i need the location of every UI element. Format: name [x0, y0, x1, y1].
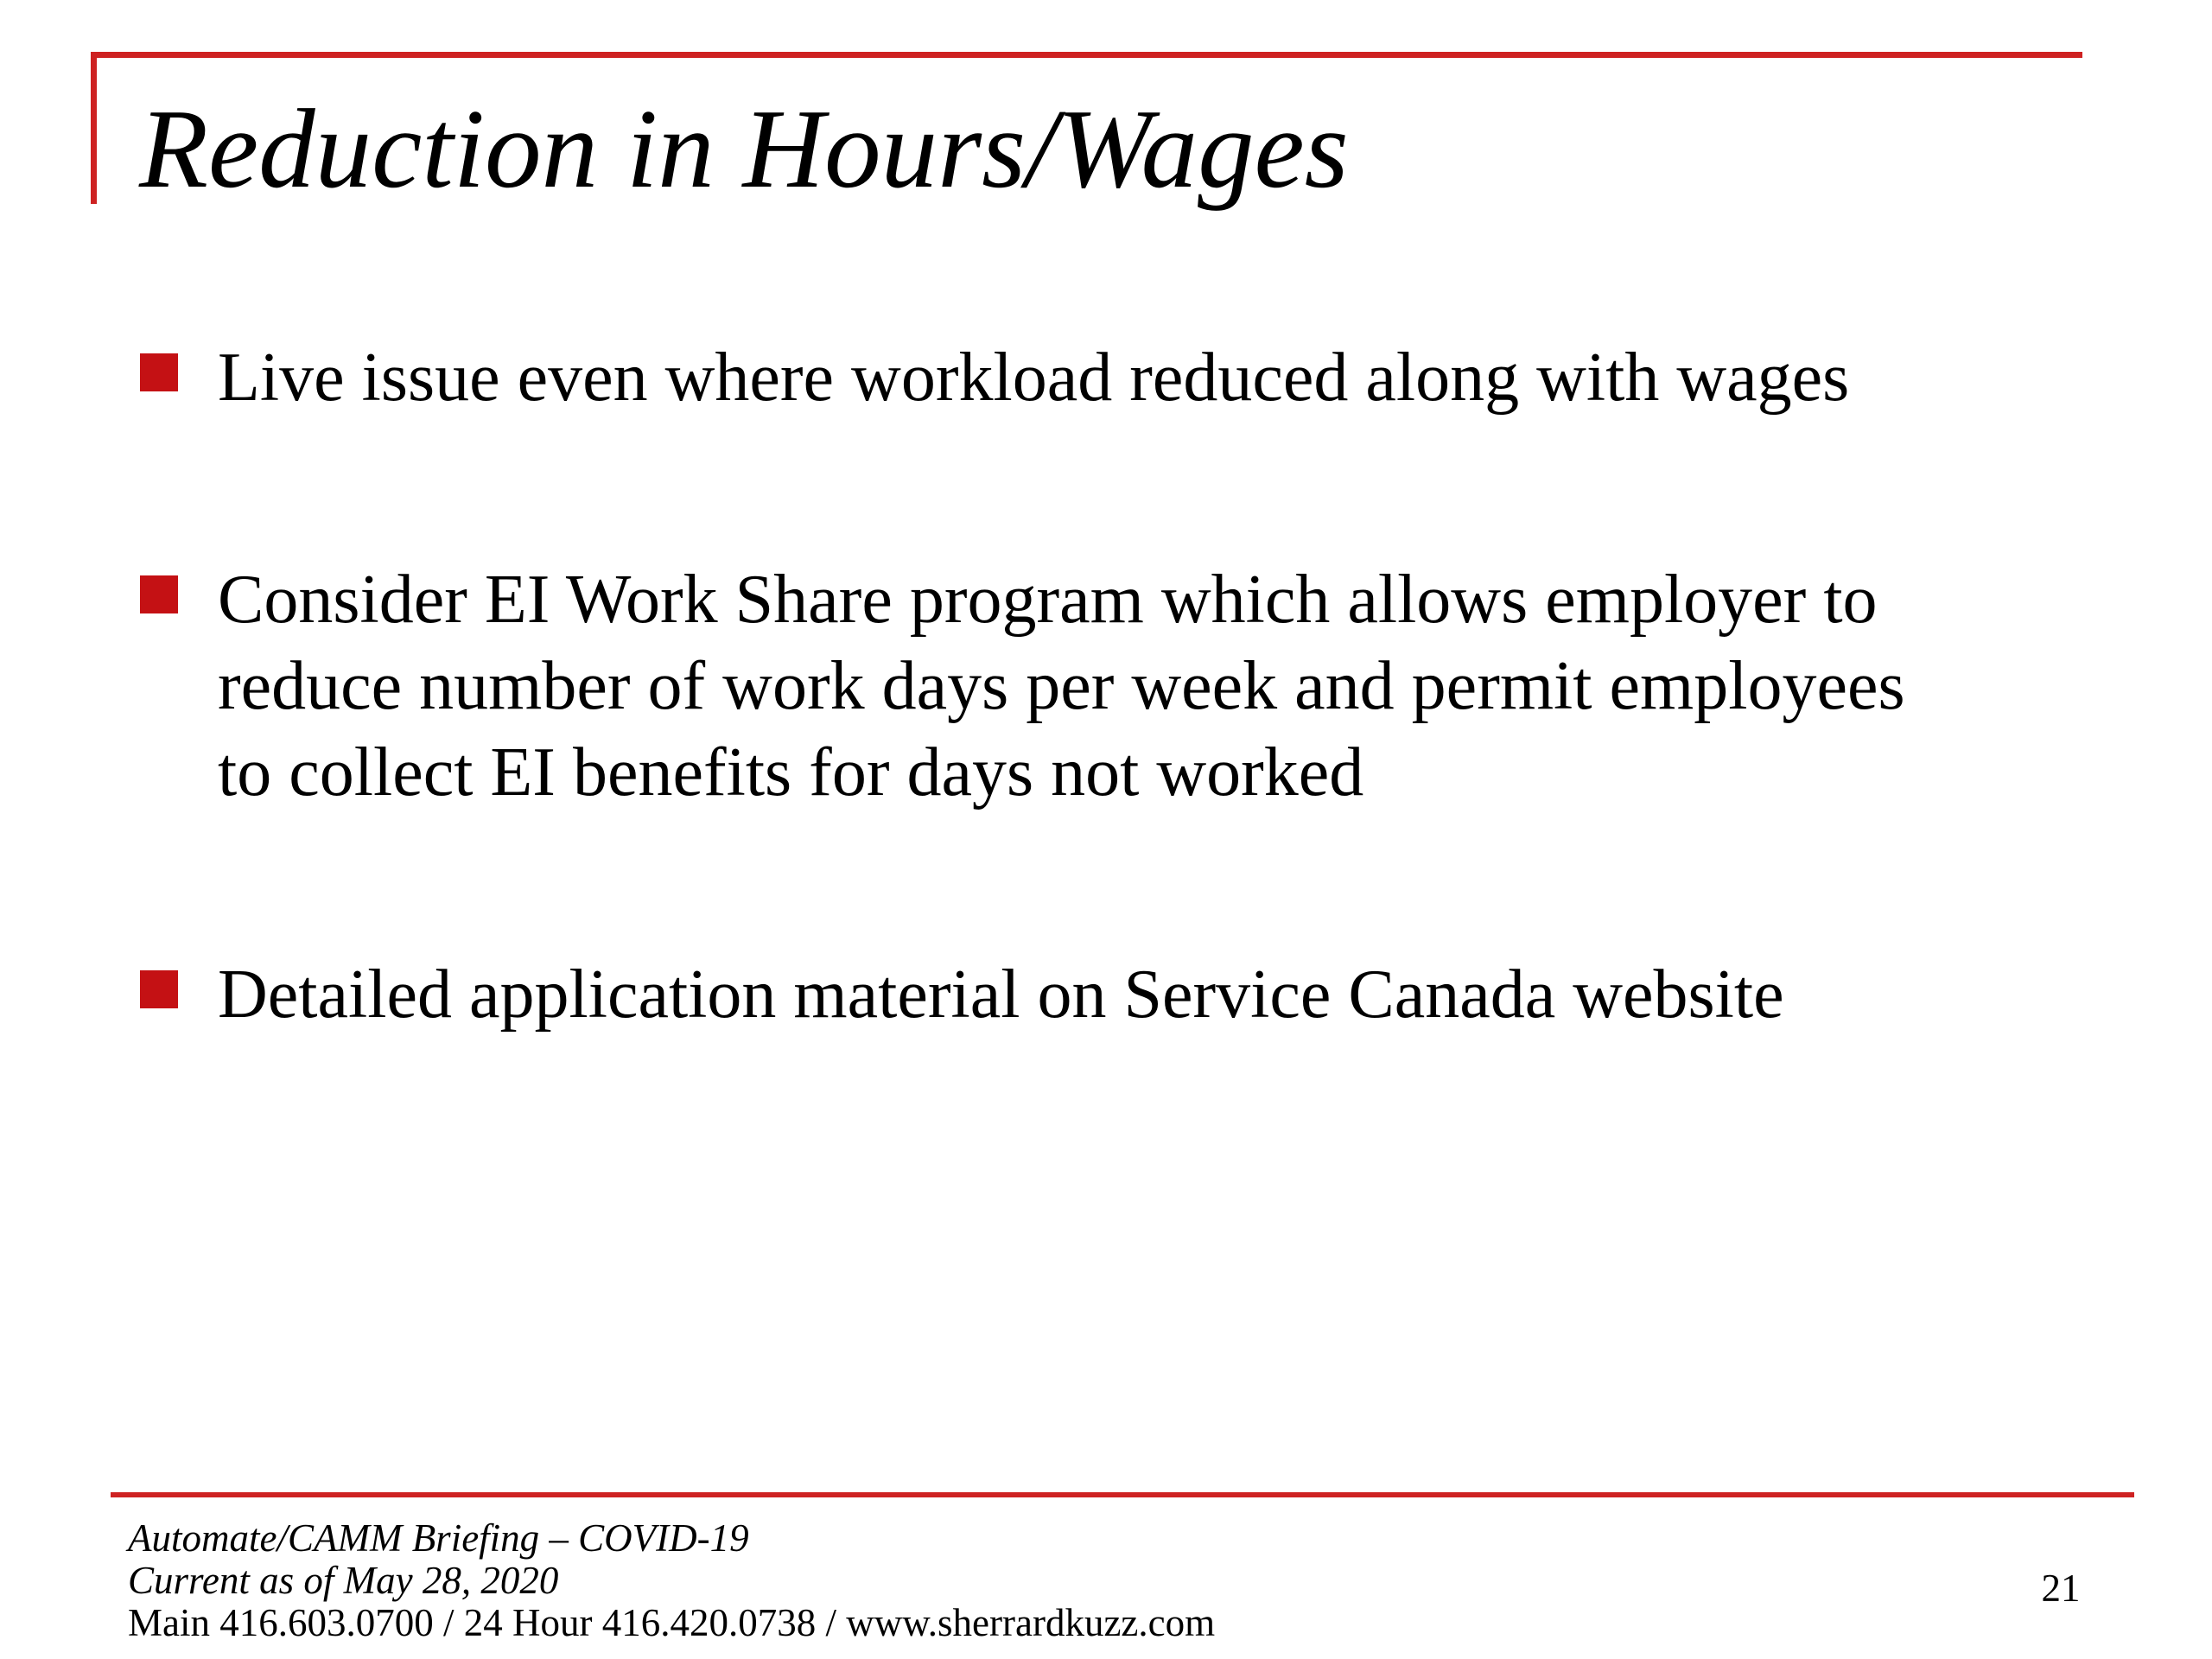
footer-divider-line	[111, 1492, 2134, 1497]
bullet-square-icon	[140, 575, 178, 613]
title-accent-left-line	[91, 52, 97, 204]
footer-contact-info: Main 416.603.0700 / 24 Hour 416.420.0738 / www.sherrardkuzz.com	[128, 1601, 1216, 1644]
bullet-item-application-material	[140, 951, 2127, 1038]
bullet-square-icon	[140, 970, 178, 1008]
footer-current-date: Current as of May 28, 2020	[128, 1559, 559, 1602]
bullet-text-line: Live issue even where workload reduced along with wages	[218, 340, 1850, 416]
bullet-square-icon	[140, 353, 178, 391]
footer-briefing-title: Automate/CAMM Briefing – COVID-19	[128, 1516, 749, 1560]
bullet-text	[218, 334, 2127, 421]
bullet-text-line: Detailed application material on Service Canada website	[218, 957, 1784, 1033]
bullet-text	[218, 556, 2127, 816]
page-number: 21	[2041, 1567, 2081, 1610]
footer	[128, 1517, 1215, 1644]
bullet-item-live-issue	[140, 334, 2127, 421]
bullet-text-line: reduce number of work days per week and permit employees	[218, 648, 1905, 724]
bullet-item-ei-work-share	[140, 556, 2127, 816]
bullet-text-line: Consider EI Work Share program which allows employer to	[218, 562, 1878, 638]
title-accent-top-line	[91, 52, 2082, 58]
bullet-text-line: to collect EI benefits for days not worked	[218, 734, 1364, 810]
bullet-list	[140, 334, 2127, 1038]
slide-title: Reduction in Hours/Wages	[139, 86, 1349, 212]
bullet-text	[218, 951, 2127, 1038]
